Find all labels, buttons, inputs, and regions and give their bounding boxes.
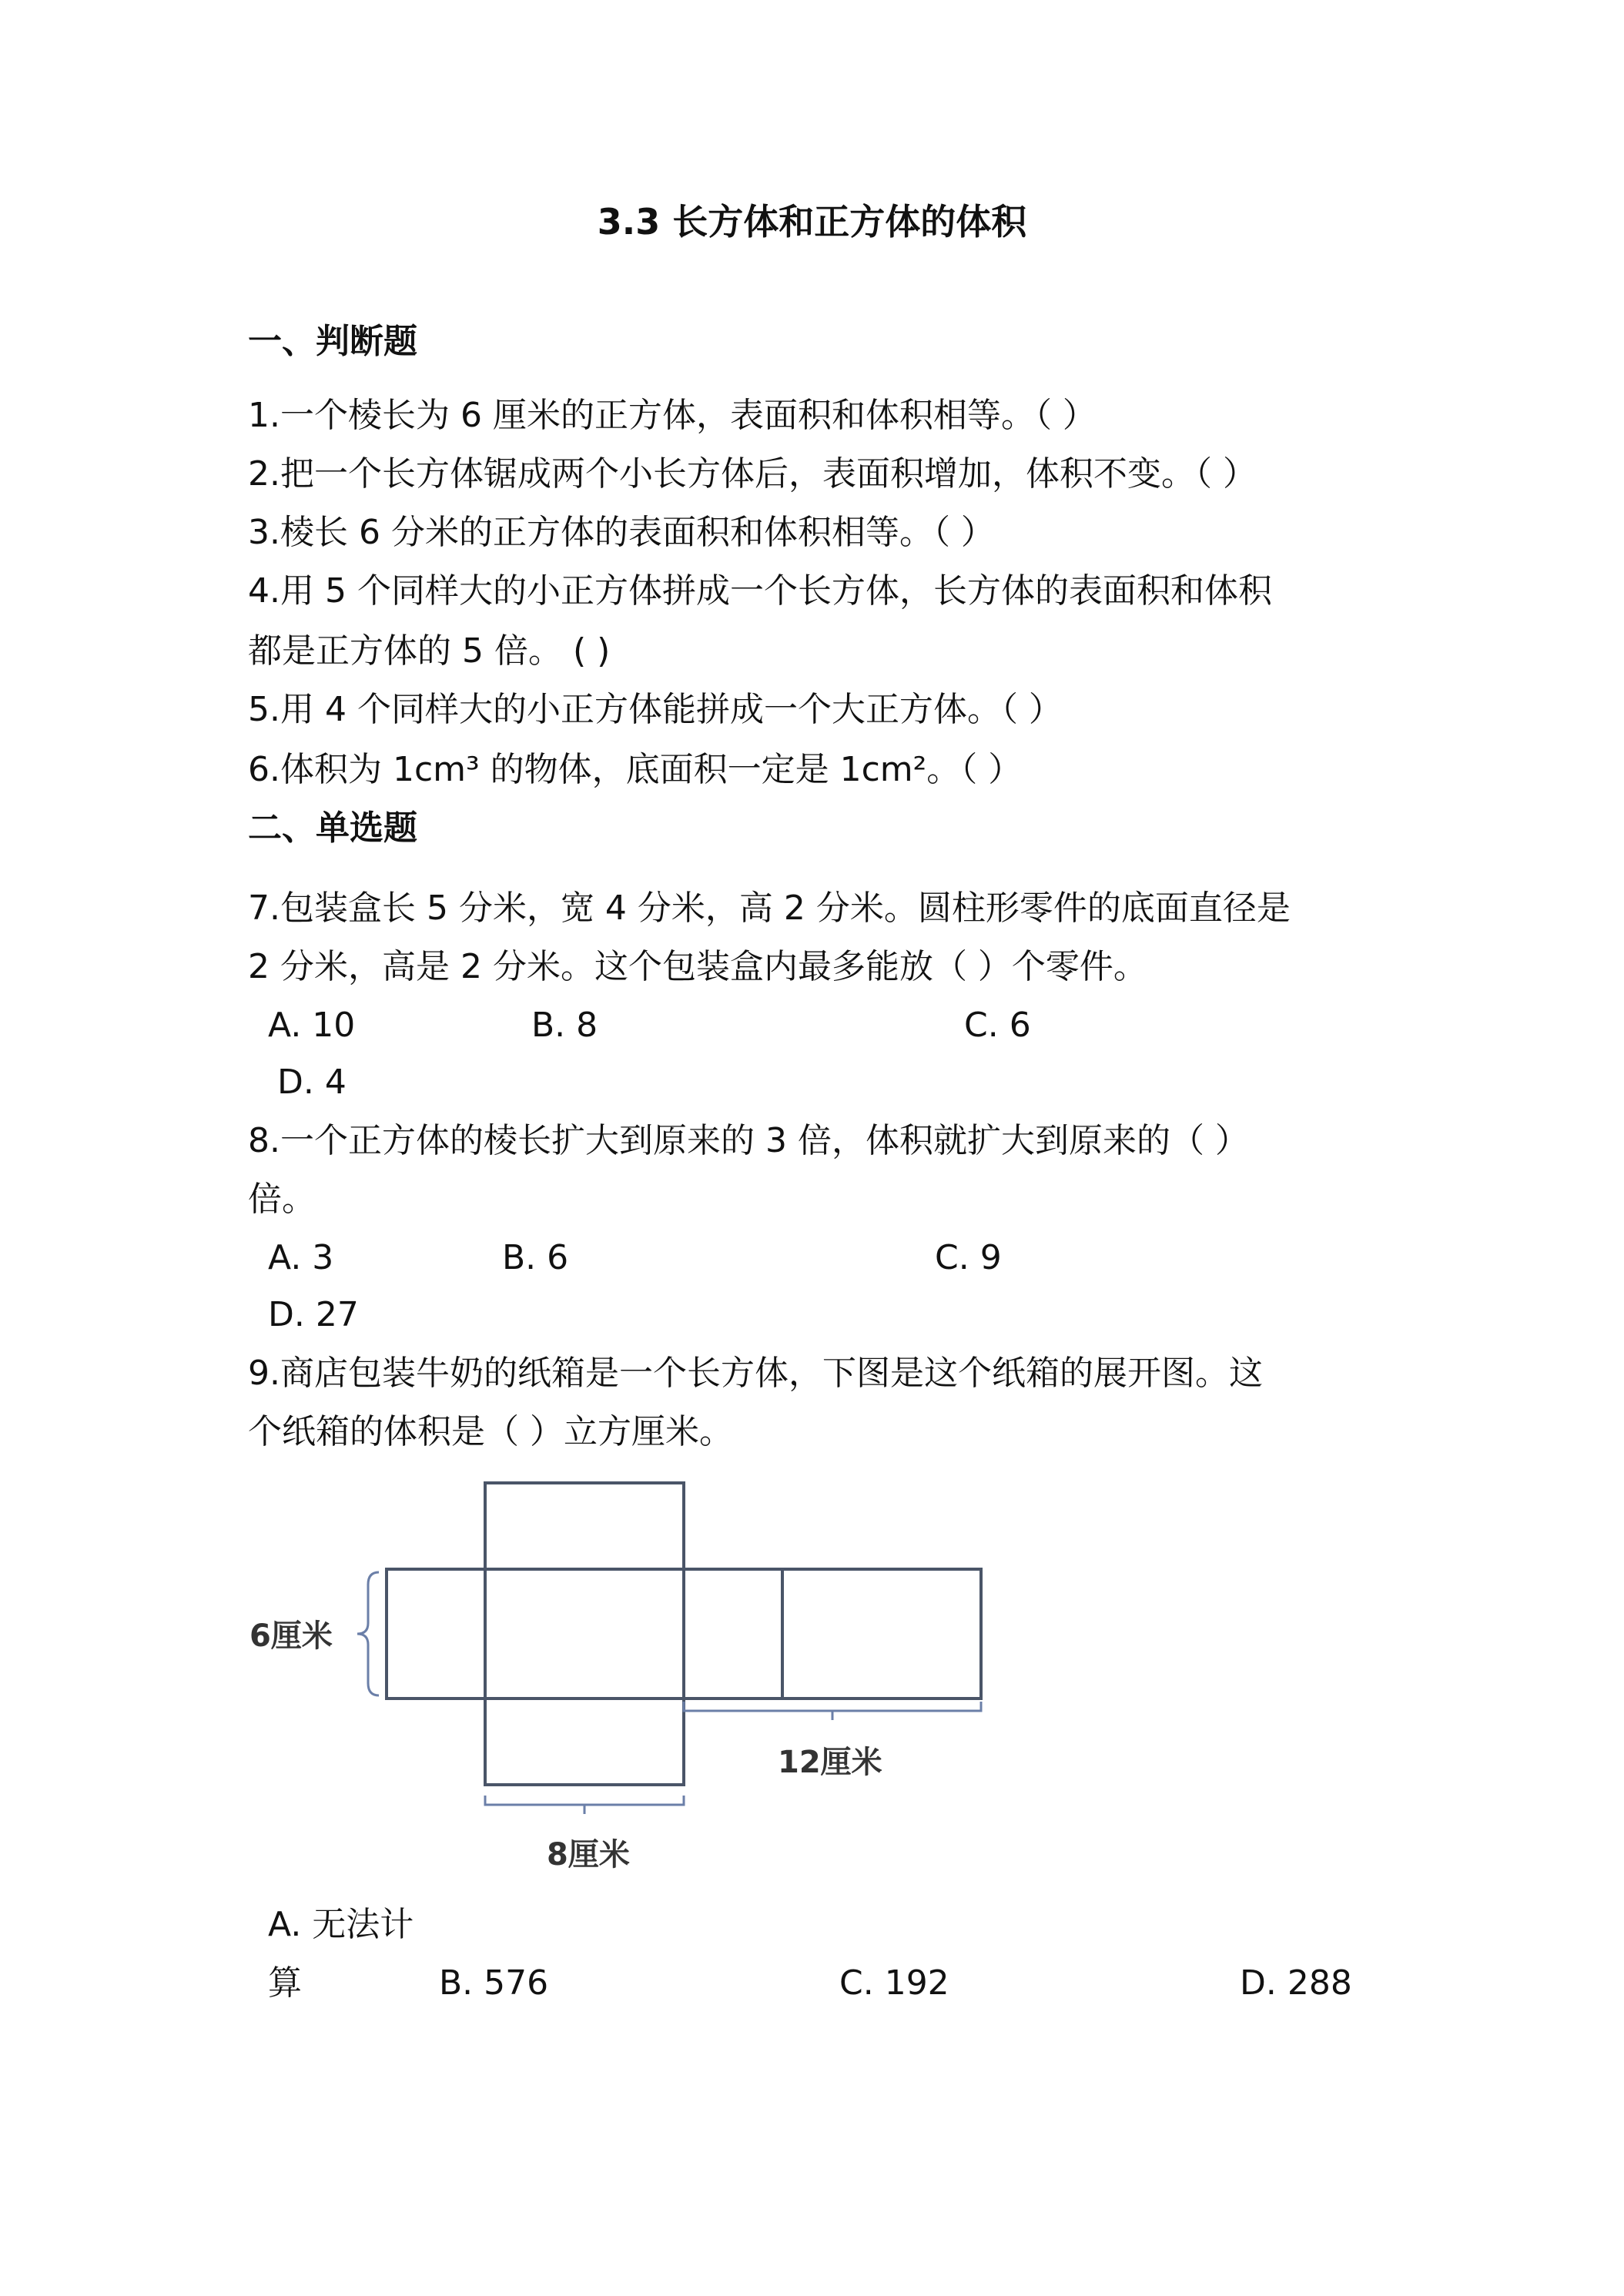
q8-option-b: B. 6: [502, 1238, 569, 1277]
question-8-line-2: 倍。: [248, 1180, 316, 1219]
question-8-line-1: 8.一个正方体的棱长扩大到原来的 3 倍，体积就扩大到原来的（ ）: [248, 1121, 1249, 1160]
q9-option-a-line-1: A. 无法计: [268, 1905, 414, 1944]
q8-option-d: D. 27: [268, 1295, 359, 1334]
net-left-face: [387, 1569, 485, 1699]
q7-option-c: C. 6: [964, 1006, 1031, 1045]
net-front-face: [485, 1569, 684, 1699]
question-1: 1.一个棱长为 6 厘米的正方体，表面积和体积相等。（ ）: [248, 396, 1097, 435]
length-bracket: [684, 1702, 981, 1720]
q9-option-d: D. 288: [1240, 1963, 1352, 2003]
section-heading-single: 二、单选题: [248, 808, 417, 848]
box-net-diagram: [239, 1477, 1016, 1893]
question-7-line-1: 7.包装盒长 5 分米，宽 4 分米，高 2 分米。圆柱形零件的底面直径是: [248, 889, 1291, 928]
q8-option-a: A. 3: [268, 1238, 334, 1277]
question-3: 3.棱长 6 分米的正方体的表面积和体积相等。（ ）: [248, 513, 995, 552]
question-5: 5.用 4 个同样大的小正方体能拼成一个大正方体。（ ）: [248, 690, 1063, 729]
question-9-line-2: 个纸箱的体积是（ ）立方厘米。: [248, 1412, 733, 1451]
q7-option-b: B. 8: [531, 1006, 598, 1045]
width-bracket: [485, 1796, 684, 1814]
question-4-line-1: 4.用 5 个同样大的小正方体拼成一个长方体，长方体的表面积和体积: [248, 571, 1272, 611]
page-title: 3.3 长方体和正方体的体积: [597, 201, 1027, 243]
net-back-face: [782, 1569, 981, 1699]
q8-option-c: C. 9: [935, 1238, 1002, 1277]
net-right-face: [684, 1569, 782, 1699]
section-heading-judge: 一、判断题: [248, 322, 417, 361]
net-bottom-face: [485, 1699, 684, 1785]
question-6: 6.体积为 1cm³ 的物体，底面积一定是 1cm²。（ ）: [248, 750, 1023, 789]
q9-option-c: C. 192: [839, 1963, 949, 2003]
question-2: 2.把一个长方体锯成两个小长方体后，表面积增加，体积不变。（ ）: [248, 454, 1257, 494]
height-bracket: [357, 1572, 379, 1695]
q9-option-b: B. 576: [439, 1963, 549, 2003]
width-label: 8厘米: [547, 1837, 630, 1873]
question-9-line-1: 9.商店包装牛奶的纸箱是一个长方体，下图是这个纸箱的展开图。这: [248, 1354, 1263, 1393]
question-4-line-2: 都是正方体的 5 倍。 ( ): [248, 631, 611, 671]
net-top-face: [485, 1483, 684, 1569]
question-7-line-2: 2 分米，高是 2 分米。这个包装盒内最多能放（ ）个零件。: [248, 947, 1147, 986]
q7-option-a: A. 10: [268, 1006, 356, 1045]
q9-option-a-line-2: 算: [268, 1963, 302, 2003]
height-label: 6厘米: [249, 1618, 333, 1654]
q7-option-d: D. 4: [277, 1063, 347, 1102]
length-label: 12厘米: [778, 1745, 882, 1780]
